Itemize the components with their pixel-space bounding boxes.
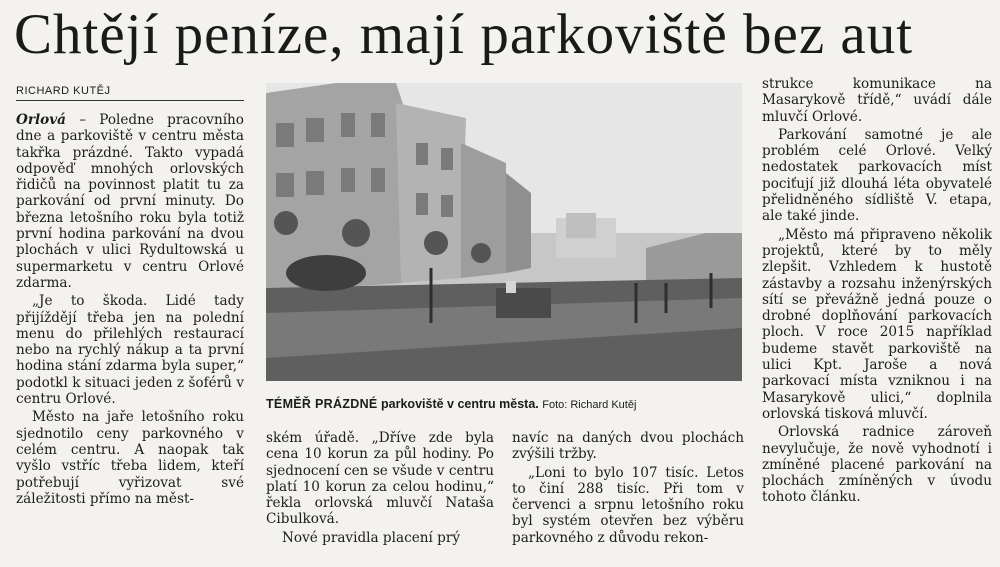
caption-text: parkoviště v centru města. [381,397,539,411]
paragraph: „Město má připraveno několik projektů, které by to měly zlepšit. Vzhledem k hustotě zástavby a rozsahu inženýrských sítí se převážně jedná pouze o drobné doplňování parkovacích ploch. V roce 2015 například budeme stavět parkoviště na ulici Kpt. Jaroše a nová parkovací místa vzniknou i na Masarykově ulici,“ doplnila orlovská tisková mluvčí. [762,226,992,422]
dateline-place: Orlová [16,112,66,128]
article-byline: RICHARD KUTĚJ [16,85,244,101]
paragraph: Nové pravidla placení prý [282,529,461,546]
paragraph [16,112,244,291]
paragraph: strukce komunikace na Masarykově třídě,“ uvádí dále mluvčí Orlové. [762,76,992,125]
paragraph: Parkování samotné je ale problém celé Orlové. Velký nedostatek parkovacích míst pociťují již dlouhá léta obyvatelé přelidněného sídliště V. etapa, ale také jinde. [762,126,992,225]
paragraph: Orlovská radnice zároveň nevylučuje, že nově vyhodnotí i zmíněné placené parkování na plochách zmíněných v úvodu tohoto článku. [762,424,992,506]
photo-credit: Foto: Richard Kutěj [542,399,637,411]
article-photo [266,83,742,381]
paragraph: ském úřadě. „Dříve zde byla cena 10 korun za půl hodiny. Po sjednocení cen se všude v centru platí 10 korun za celou hodinu,“ řekla orlovská mluvčí Nataša Cibulková. [266,430,494,528]
paragraph: „Loni to bylo 107 tisíc. Letos to činí 288 tisíc. Při tom v červenci a srpnu letošního roku byl systém otevřen bez výběru parkovného z důvodu rekon- [512,464,744,546]
paragraph: „Je to škoda. Lidé tady přijíždějí třeba jen na polední menu do přilehlých restaurací nebo na rychlý nákup a ta první hodina stání zdarma byla super,“ podotkl k situaci jeden z šoférů v centru Orlové. [16,293,244,408]
paragraph: navíc na daných dvou plochách zvýšili tržby. [512,430,744,463]
paragraph: Město na jaře letošního roku sjednotilo ceny parkovného v celém centru. A naopak tak vyšlo vstříc třeba lidem, kteří potřebují vyřizovat své záležitosti přímo na měst- [16,409,244,507]
caption-lead: TÉMĚŘ PRÁZDNÉ [266,397,378,411]
parking-lot-photo [266,83,742,381]
article-headline: Chtějí peníze, mají parkoviště bez aut [14,3,914,66]
column-3 [512,430,744,562]
column-4 [762,76,992,562]
photo-caption [266,397,744,411]
column-1 [16,112,244,562]
column-2 [266,430,494,562]
paragraph-text: – Poledne pracovního dne a parkoviště v centru města takřka prázdné. Takto vypadá odpověď mnohých orlovských řidičů na povinnost platit tu za parkování od první minuty. Do března letošního roku byla totiž první hodina parkování na dvou plochách v ulici Rydultowská u supermarketu v centru Orlové zdarma. [16,112,244,291]
